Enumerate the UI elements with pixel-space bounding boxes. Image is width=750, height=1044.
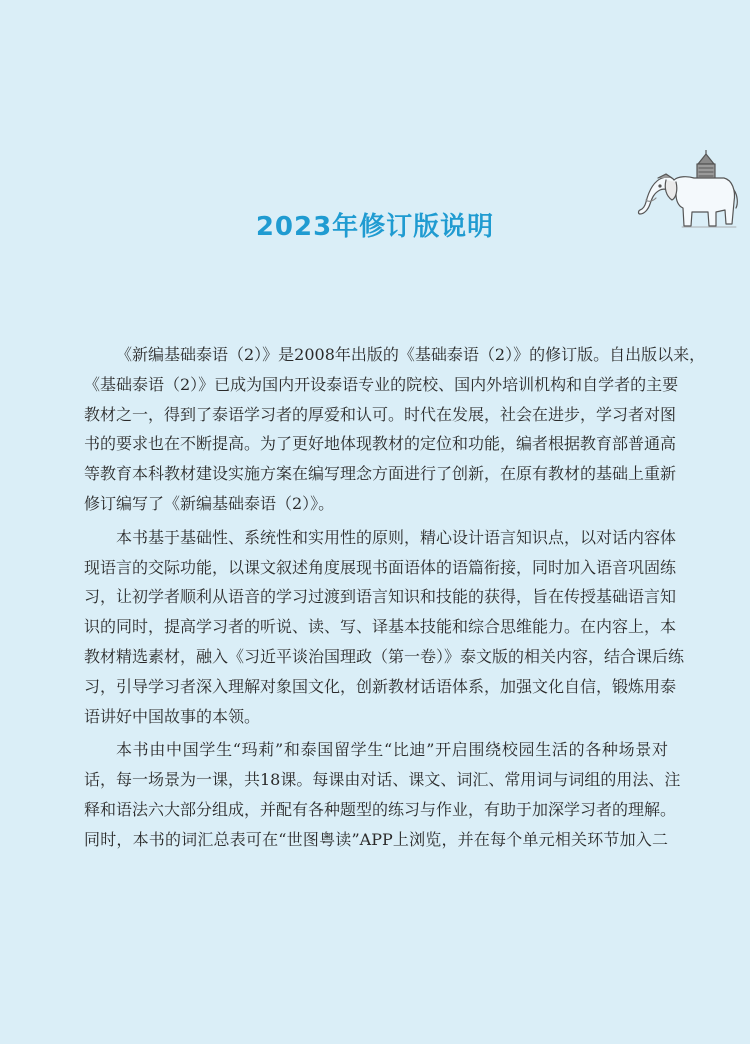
paragraph-line: 教材之一，得到了泰语学习者的厚爱和认可。时代在发展，社会在进步，学习者对图 xyxy=(84,404,677,424)
paragraph-1 xyxy=(84,340,706,519)
paragraph-line: 书的要求也在不断提高。为了更好地体现教材的定位和功能，编者根据教育部普通高 xyxy=(84,434,677,454)
paragraph-line: 语讲好中国故事的本领。 xyxy=(84,706,261,726)
paragraph-line: 本书基于基础性、系统性和实用性的原则，精心设计语言知识点，以对话内容体 xyxy=(116,527,677,547)
body-text xyxy=(84,340,706,859)
paragraph-line: 习，让初学者顺利从语音的学习过渡到语言知识和技能的获得，旨在传授基础语言知 xyxy=(84,587,677,607)
paragraph-line: 教材精选素材，融入《习近平谈治国理政（第一卷）》泰文版的相关内容，结合课后练 xyxy=(84,646,685,666)
paragraph-line: 同时，本书的词汇总表可在“世图粤读”APP上浏览，并在每个单元相关环节加入二 xyxy=(84,829,668,849)
paragraph-line: 《基础泰语（2）》已成为国内开设泰语专业的院校、国内外培训机构和自学者的主要 xyxy=(84,374,679,394)
paragraph-2 xyxy=(84,523,685,732)
paragraph-line: 等教育本科教材建设实施方案在编写理念方面进行了创新，在原有教材的基础上重新 xyxy=(84,464,677,484)
paragraph-line: 识的同时，提高学习者的听说、读、写、译基本技能和综合思维能力。在内容上，本 xyxy=(84,617,677,637)
paragraph-line: 话，每一场景为一课，共18课。每课由对话、课文、词汇、常用词与词组的用法、注 xyxy=(84,770,681,790)
paragraph-line: 习，引导学习者深入理解对象国文化，创新教材话语体系，加强文化自信，锻炼用泰 xyxy=(84,676,677,696)
paragraph-line: 修订编写了《新编基础泰语（2）》。 xyxy=(84,493,335,513)
paragraph-line: 现语言的交际功能，以课文叙述角度展现书面语体的语篇衔接，同时加入语音巩固练 xyxy=(84,557,677,577)
page-title: 2023年修订版说明 xyxy=(255,212,495,242)
paragraph-line: 《新编基础泰语（2）》是2008年出版的《基础泰语（2）》的修订版。自出版以来， xyxy=(116,345,706,364)
paragraph-line: 释和语法六大部分组成，并配有各种题型的练习与作业，有助于加深学习者的理解。 xyxy=(84,799,677,819)
paragraph-3 xyxy=(84,735,681,854)
paragraph-line: 本书由中国学生“玛莉”和泰国留学生“比迪”开启围绕校园生活的各种场景对 xyxy=(116,740,668,760)
